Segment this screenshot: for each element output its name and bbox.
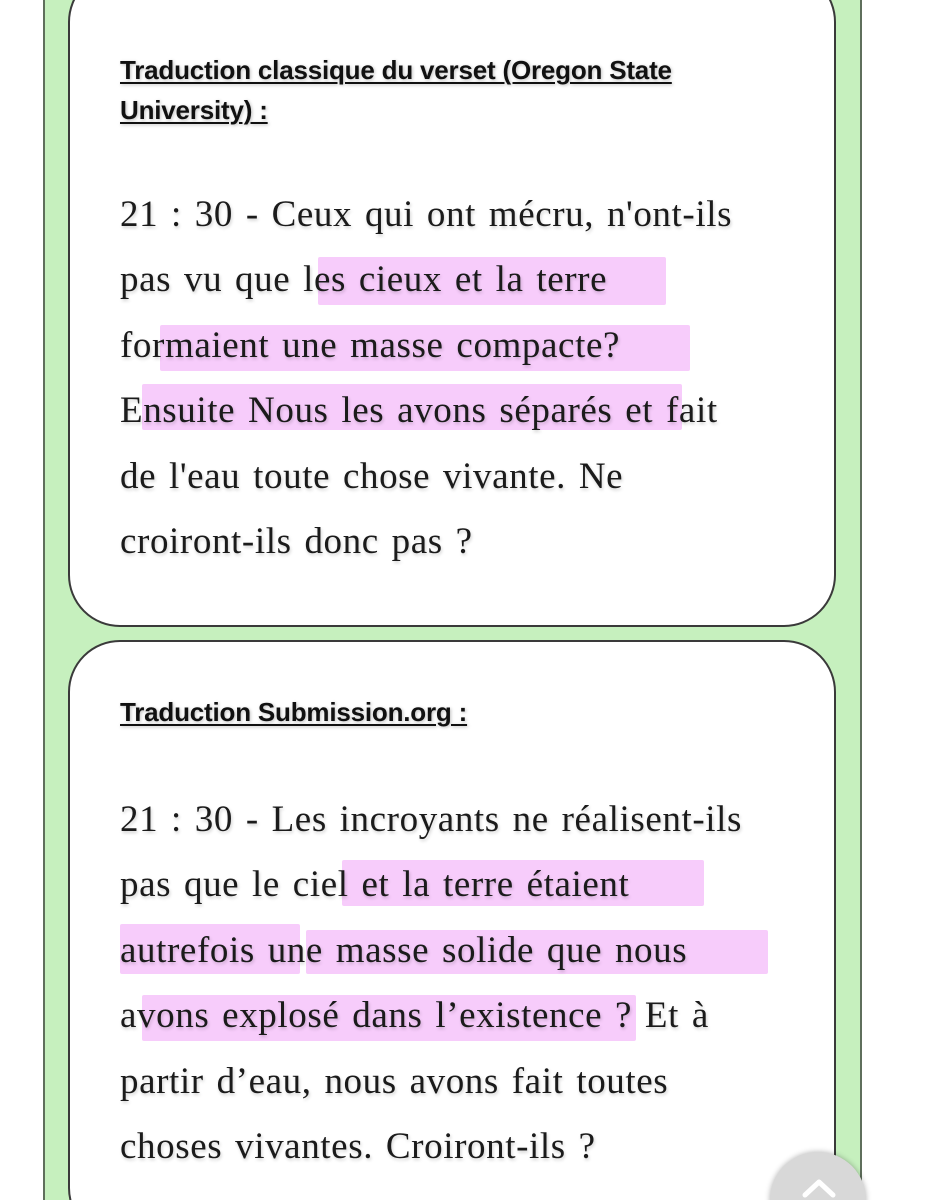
verse-line: pas vu que les cieux et la terre (120, 247, 814, 312)
translation-card-oregon (68, 0, 836, 627)
verse-line: autrefois une masse solide que nous (120, 918, 814, 983)
verse-line: Ensuite Nous les avons séparés et fait (120, 378, 814, 443)
verse-line: choses vivantes. Croiront-ils ? (120, 1125, 596, 1167)
translation-card-submission (68, 640, 836, 1200)
chevron-up-icon (802, 1178, 836, 1198)
card-title: Traduction classique du verset (Oregon State University) : (120, 55, 672, 125)
verse-line: pas que le ciel et la terre étaient (120, 852, 814, 917)
verse-line: avons explosé dans l’existence ? Et à (120, 983, 814, 1048)
verse-line: formaient une masse compacte? (120, 313, 814, 378)
verse-line: croiront-ils donc pas ? (120, 520, 473, 562)
verse-line: de l'eau toute chose vivante. Ne (120, 455, 624, 497)
verse-line: partir d’eau, nous avons fait toutes (120, 1060, 669, 1102)
verse-line: 21 : 30 - Ceux qui ont mécru, n'ont-ils (120, 194, 733, 235)
verse-line: 21 : 30 - Les incroyants ne réalisent-ils (120, 799, 743, 840)
verse-text (120, 182, 814, 574)
card-title: Traduction Submission.org : (120, 697, 468, 727)
verse-text (120, 787, 814, 1179)
